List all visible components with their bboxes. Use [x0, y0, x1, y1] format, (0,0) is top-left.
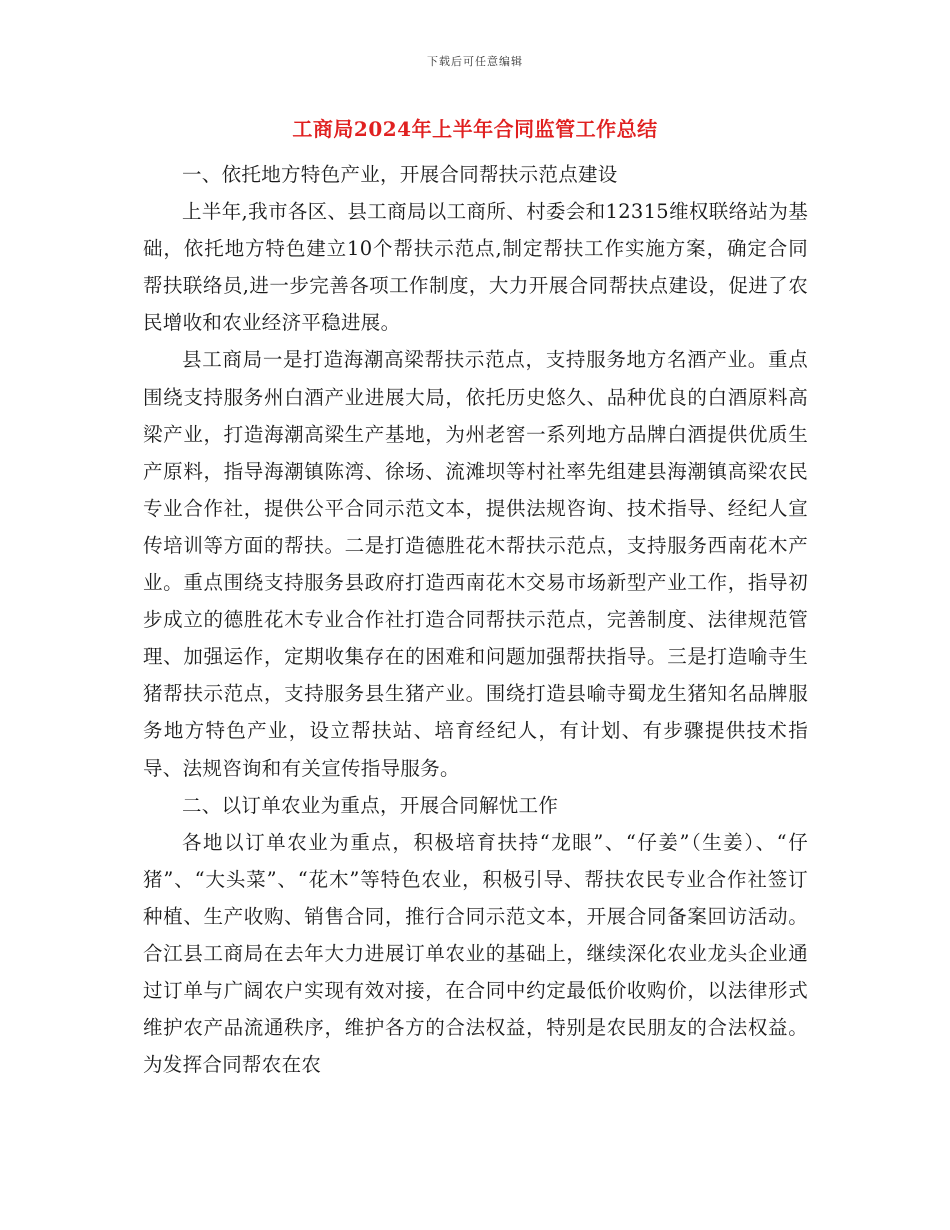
paragraph-intro: 上半年,我市各区、县工商局以工商所、村委会和12315维权联络站为基础，依托地方特色建立10个帮扶示范点,制定帮扶工作实施方案，确定合同帮扶联络员,进一步完善各项工作制度，大力开展合同帮扶点建设，促进了农民增收和农业经济平稳进展。 — [143, 200, 808, 335]
paragraph-order-agriculture: 各地以订单农业为重点，积极培育扶持“龙眼”、“仔姜”（生姜）、“仔猪”、“大头菜”、“花木”等特色农业，积极引导、帮扶农民专业合作社签订种植、生产收购、销售合同，推行合同示范文本，开展合同备案回访活动。合江县工商局在去年大力进展订单农业的基础上，继续深化农业龙头企业通过订单与广阔农户实现有效对接，在合同中约定最低价收购价，以法律形式维护农产品流通秩序，维护各方的合法权益，特别是农民朋友的合法权益。为发挥合同帮农在农 — [143, 830, 808, 1077]
section-heading-2: 二、以订单农业为重点，开展合同解忧工作 — [182, 793, 559, 817]
document-body — [143, 156, 808, 1083]
section-heading-1: 一、依托地方特色产业，开展合同帮扶示范点建设 — [182, 163, 618, 186]
document-title: 工商局2024年上半年合同监管工作总结 — [292, 117, 658, 141]
page-header-note: 下载后可任意编辑 — [427, 55, 523, 68]
paragraph-county-bureau: 县工商局一是打造海潮高梁帮扶示范点，支持服务地方名酒产业。重点围绕支持服务州白酒产业进展大局，依托历史悠久、品种优良的白酒原料高梁产业，打造海潮高梁生产基地，为州老窖一系列地方品牌白酒提供优质生产原料，指导海潮镇陈湾、徐场、流滩坝等村社率先组建县海潮镇高梁农民专业合作社，提供公平合同示范文本，提供法规咨询、技术指导、经纪人宣传培训等方面的帮扶。二是打造德胜花木帮扶示范点，支持服务西南花木产业。重点围绕支持服务县政府打造西南花木交易市场新型产业工作，指导初步成立的德胜花木专业合作社打造合同帮扶示范点，完善制度、法律规范管理、加强运作，定期收集存在的困难和问题加强帮扶指导。三是打造喻寺生猪帮扶示范点，支持服务县生猪产业。围绕打造县喻寺蜀龙生猪知名品牌服务地方特色产业，设立帮扶站、培育经纪人，有计划、有步骤提供技术指导、法规咨询和有关宣传指导服务。 — [143, 348, 808, 780]
